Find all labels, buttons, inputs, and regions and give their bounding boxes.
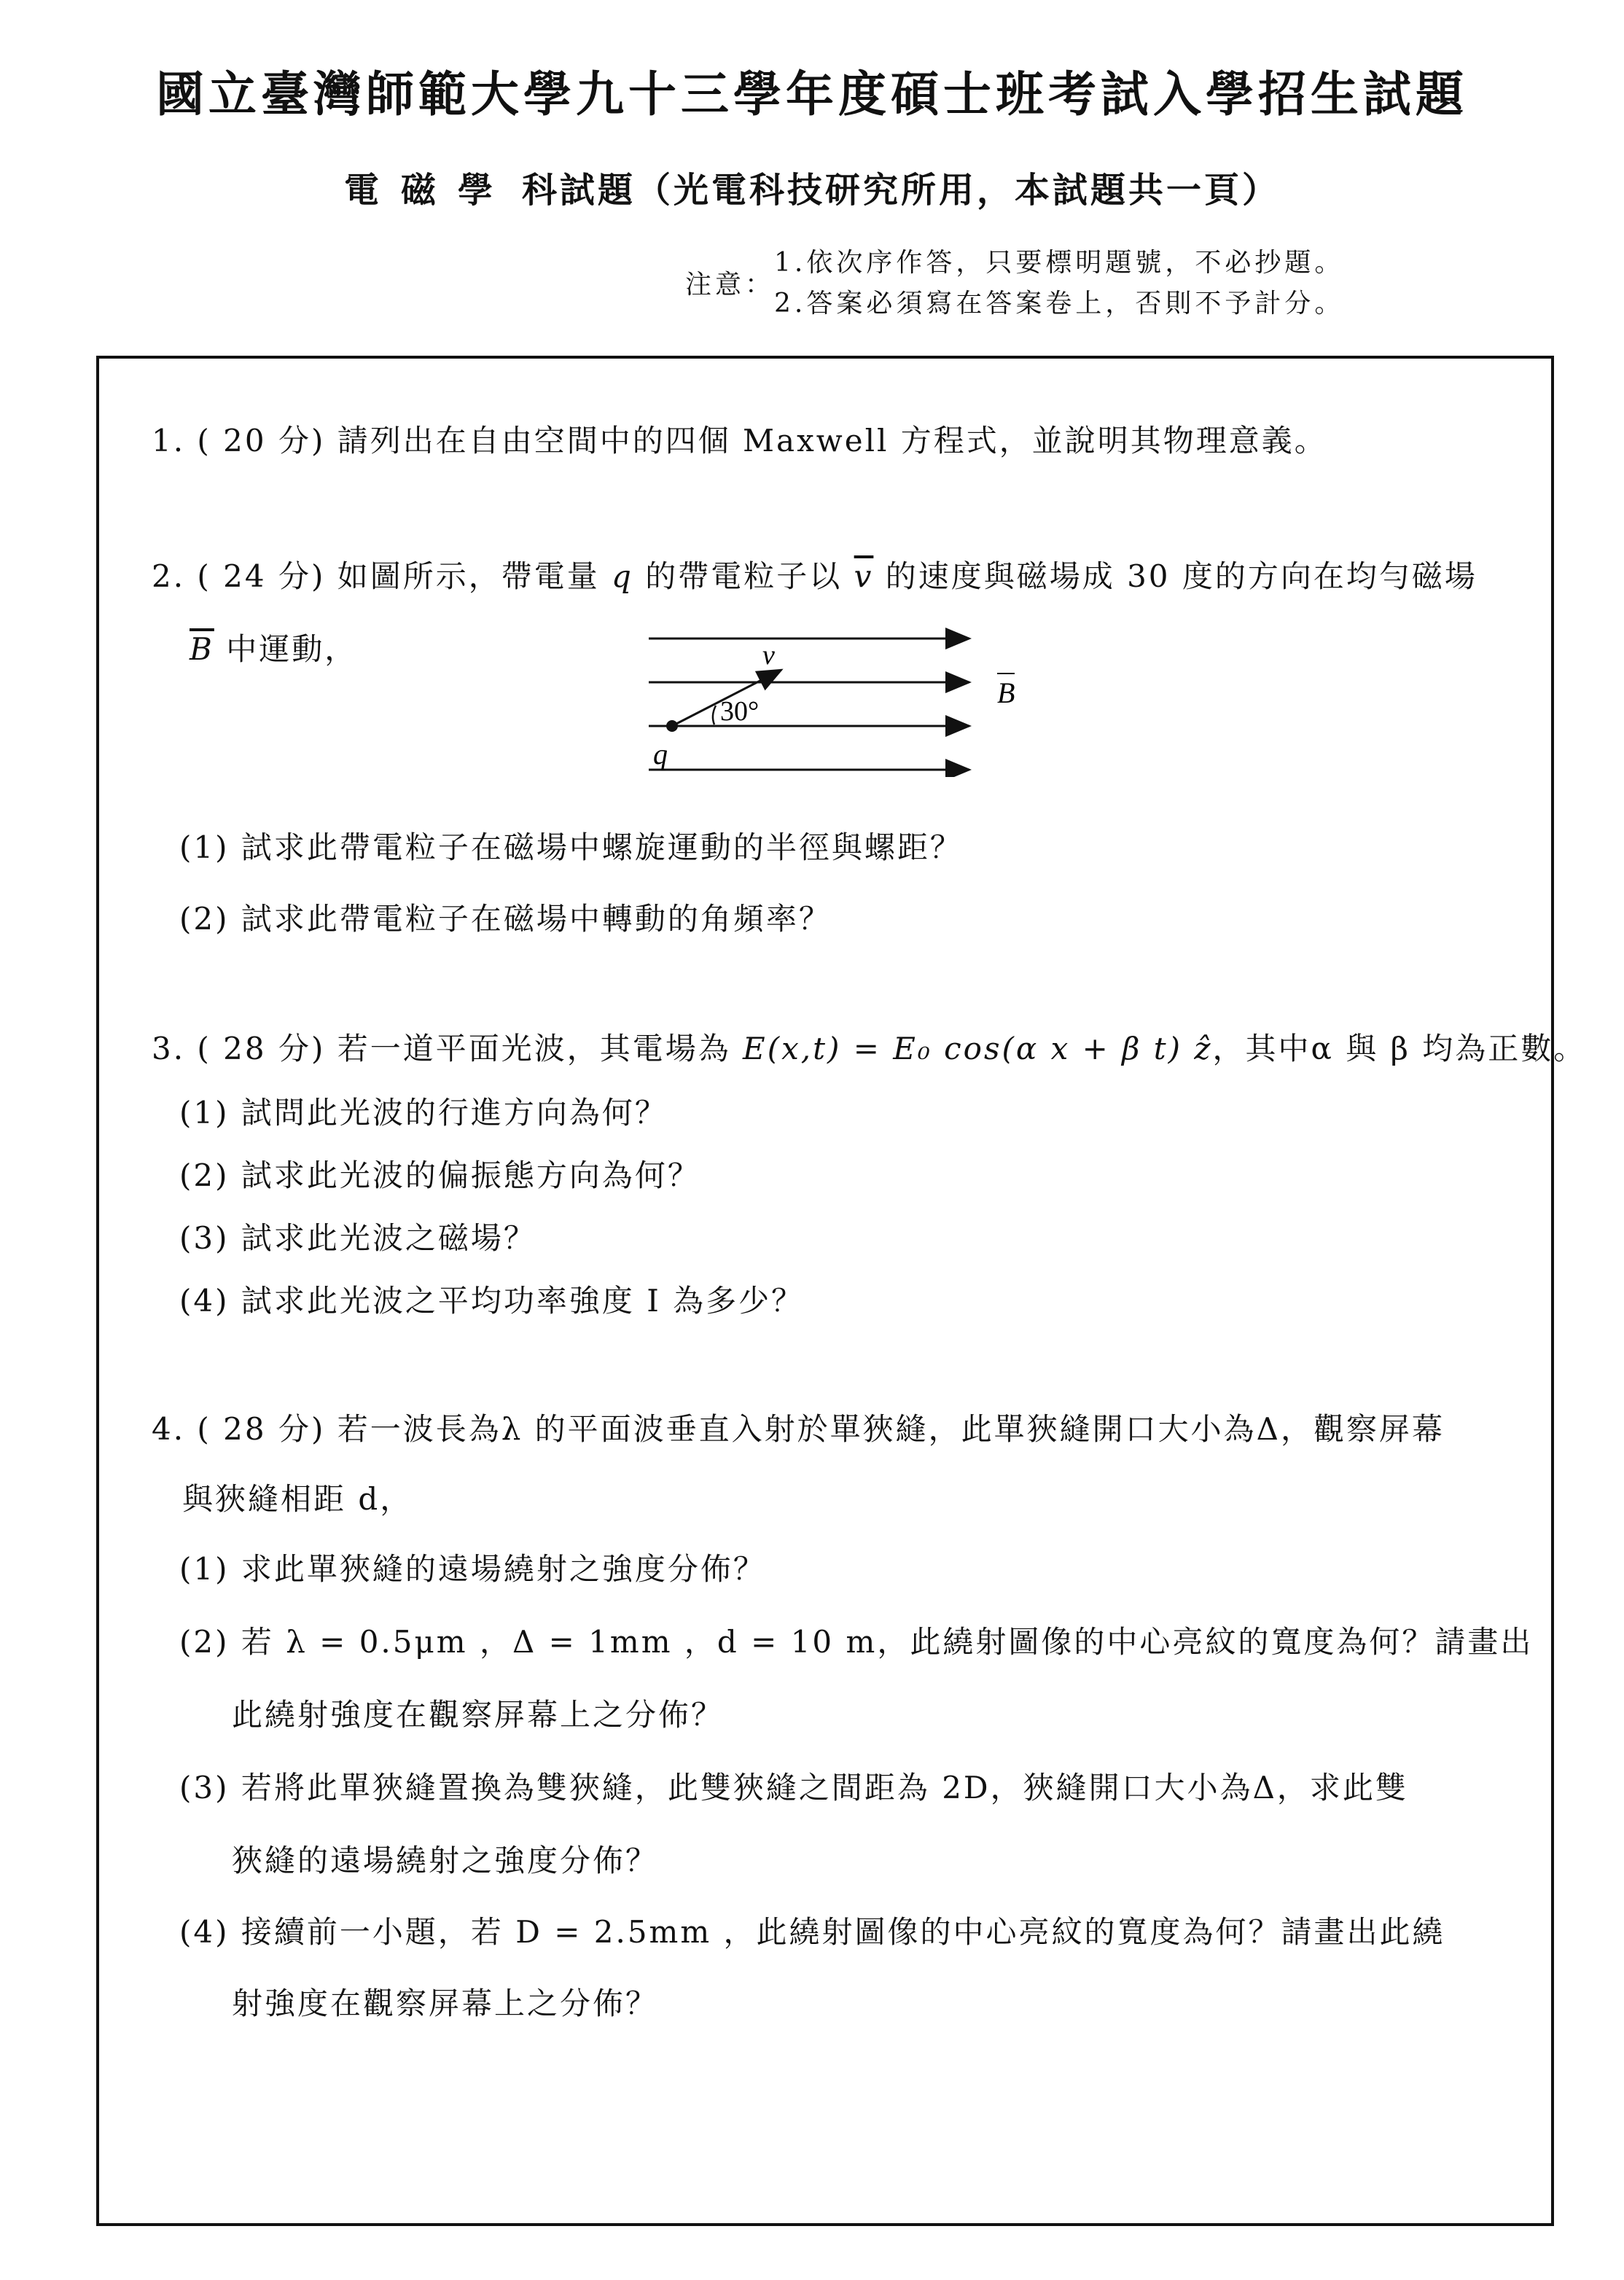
- B-label: B: [997, 676, 1015, 709]
- question-4-sub-2-line-2: 此繞射強度在觀察屏幕上之分佈？: [232, 1697, 725, 1733]
- angle-arc: [713, 706, 716, 725]
- q2-field-symbol: $\overline{B}$: [190, 631, 214, 667]
- question-1: 1. ( 20 分) 請列出在自由空間中的四個 Maxwell 方程式，並說明其物理意義。: [152, 423, 1327, 458]
- notice-label: 注意：: [685, 270, 776, 300]
- v-label: v: [762, 640, 775, 671]
- question-4-sub-4-line-2: 射強度在觀察屏幕上之分佈？: [232, 1986, 659, 2021]
- question-3-line: [152, 1025, 1586, 1069]
- question-2-line-2: [190, 625, 357, 669]
- exam-title: 國立臺灣師範大學九十三學年度碩士班考試入學招生試題: [156, 66, 1468, 122]
- q2-text-c: 的速度與磁場成 30 度的方向在均勻磁場: [873, 558, 1477, 594]
- question-4-sub-2-line-1: (2) 若 λ = 0.5μm ，Δ = 1mm ，d = 10 m，此繞射圖像的中心亮紋的寬度為何？請畫出: [179, 1624, 1534, 1660]
- q3-formula: E(x,t) = E₀ cos(α x + β t) ẑ: [743, 1031, 1213, 1066]
- question-2-sub-2: (2) 試求此帶電粒子在磁場中轉動的角頻率？: [179, 901, 832, 937]
- angle-label: 30°: [720, 696, 760, 727]
- question-3-sub-1: (1) 試問此光波的行進方向為何？: [179, 1095, 668, 1131]
- notice-item-1: 1.依次序作答，只要標明題號，不必抄題。: [774, 248, 1345, 278]
- subtitle-rest: 科試題（光電科技研究所用，本試題共一頁）: [522, 170, 1281, 211]
- q3-text-a: 3. ( 28 分) 若一道平面光波，其電場為: [152, 1031, 743, 1066]
- question-4-sub-3-line-2: 狹縫的遠場繞射之強度分佈？: [232, 1843, 659, 1878]
- question-2-line-1: [152, 553, 1477, 596]
- question-3-sub-4: (4) 試求此光波之平均功率強度 I 為多少？: [179, 1283, 805, 1319]
- helix-diagram: [627, 624, 1064, 777]
- notice-block: [685, 242, 1487, 322]
- question-3-sub-3: (3) 試求此光波之磁場？: [179, 1220, 536, 1256]
- q2-charge-symbol: q: [612, 558, 633, 594]
- q2-text-d: 中運動，: [214, 631, 358, 667]
- q2-velocity-symbol: $\overline{v}$: [854, 558, 874, 594]
- question-4-sub-1: (1) 求此單狹縫的遠場繞射之強度分佈？: [179, 1551, 766, 1587]
- question-3-sub-2: (2) 試求此光波的偏振態方向為何？: [179, 1157, 700, 1193]
- question-2-sub-1: (1) 試求此帶電粒子在磁場中螺旋運動的半徑與螺距？: [179, 829, 963, 865]
- q2-text-b: 的帶電粒子以: [633, 558, 854, 594]
- notice-item-2: 2.答案必須寫在答案卷上，否則不予計分。: [774, 289, 1345, 319]
- subject-name: 電磁學: [343, 170, 515, 211]
- question-4-sub-3-line-1: (3) 若將此單狹縫置換為雙狹縫，此雙狹縫之間距為 2D，狹縫開口大小為Δ，求此雙: [179, 1770, 1408, 1805]
- q3-text-b: ，其中α 與 β 均為正數。: [1212, 1031, 1587, 1066]
- question-4-line-2: 與狹縫相距 d，: [182, 1481, 413, 1517]
- question-4-sub-4-line-1: (4) 接續前一小題，若 D = 2.5mm ，此繞射圖像的中心亮紋的寬度為何？請畫出此繞: [179, 1914, 1445, 1950]
- exam-subtitle: [0, 162, 1624, 212]
- question-4-line-1: 4. ( 28 分) 若一波長為λ 的平面波垂直入射於單狹縫，此單狹縫開口大小為Δ，觀察屏幕: [152, 1411, 1445, 1447]
- charged-particle: [666, 720, 678, 732]
- q2-text-a: 2. ( 24 分) 如圖所示，帶電量: [152, 558, 612, 594]
- q-label: q: [653, 738, 668, 770]
